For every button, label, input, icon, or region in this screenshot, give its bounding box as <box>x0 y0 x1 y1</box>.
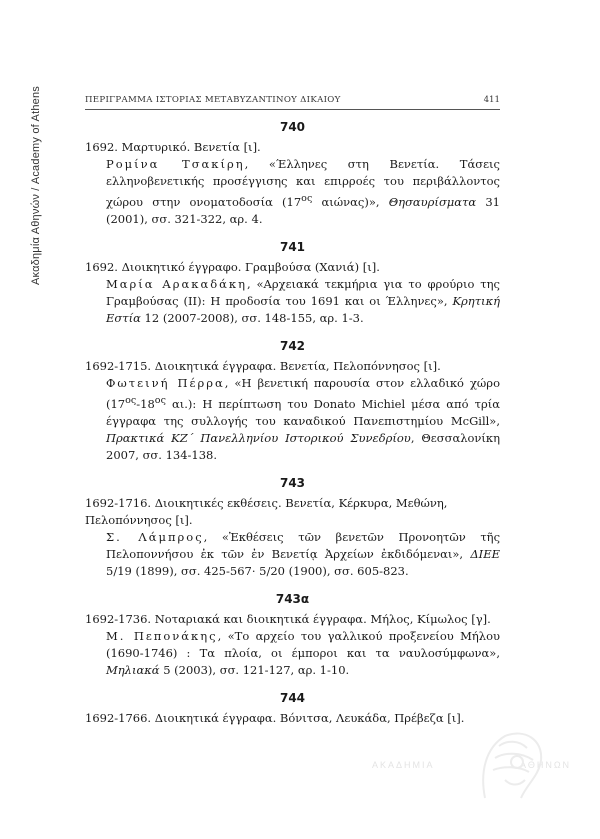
entry-744 <box>85 691 500 727</box>
page-number: 411 <box>483 95 500 105</box>
entry-number: 743 <box>279 475 306 490</box>
watermark-text-left: ΑΚΑΔΗΜΙΑ <box>372 760 435 770</box>
entry-743 <box>85 476 500 580</box>
journal-title: Θησαυρίσματα <box>388 194 477 209</box>
journal-title: Κρητική Εστία <box>106 293 500 325</box>
entry-number: 741 <box>279 239 306 254</box>
watermark-text-right: ΑΘΗΝΩΝ <box>520 760 572 770</box>
author-name: Ρομίνα Τσακίρη <box>106 157 245 171</box>
author-name: Μ. Πεπονάκης <box>106 628 218 643</box>
catalogue-entries <box>85 120 500 739</box>
entry-740 <box>85 120 500 228</box>
running-title: ΠΕΡΙΓΡΑΜΜΑ ΙΣΤΟΡΙΑΣ ΜΕΤΑΒΥΖΑΝΤΙΝΟΥ ΔΙΚΑΙΟΥ <box>85 95 341 105</box>
entry-741 <box>85 240 500 327</box>
entry-reference: Σ. Λάμπρος, «Ἐκθέσεις τῶν βενετῶν Προνοητῶν τῆς Πελοποννήσου ἐκ τῶν ἐν Βενετίᾳ Ἀρχείων ἐκδιδόμεναι», ΔΙΕΕ 5/19 (1899), σσ. 425-567· 5/20 (1900), σσ. 605-823. <box>106 529 501 578</box>
entry-number: 743α <box>275 591 310 606</box>
journal-title: Μηλιακά <box>106 662 160 677</box>
entry-number: 742 <box>279 338 306 353</box>
entry-reference: Φωτεινή Πέρρα, «Η βενετική παρουσία στον ελλαδικό χώρο ($17^{o\varsigma}-18^{o\varsigma}$ αι.): Η περίπτωση του Donato Michiel μέσα από τρία έγγραφα της συλλογής του καναδικού Πανεπιστημίου McGill», Πρακτικά ΚΖ΄ Πανελληνίου Ιστορικού Συνεδρίου, Θεσσαλονίκη 2007, σσ. 134-138. <box>106 375 500 462</box>
entry-description: 1692-1715. Διοικητικά έγγραφα. Βενετία, Πελοπόννησος [ι]. <box>85 358 441 373</box>
running-header <box>85 95 500 109</box>
entry-number: 744 <box>279 690 306 705</box>
header-rule <box>85 109 500 110</box>
entry-reference: Μ. Πεπονάκης, «Το αρχείο του γαλλικού προξενείου Μήλου (1690-1746) : Τα πλοία, οι έμποροι και τα ναυλοσύμφωνα», Μηλιακά 5 (2003), σσ. 121-127, αρ. 1-10. <box>106 628 500 677</box>
entry-number: 740 <box>279 120 306 134</box>
entry-description: 1692-1716. Διοικητικές εκθέσεις. Βενετία, Κέρκυρα, Μεθώνη, Πελοπόννησος [ι]. <box>85 495 448 527</box>
author-name: Σ. Λάμπρος <box>106 529 204 544</box>
entry-742 <box>85 339 500 464</box>
entry-reference: Ρομίνα Τσακίρη, «Έλληνες στη Βενετία. Τάσεις ελληνοβενετικής προσέγγισης και επιρροές του περιβάλλοντος χώρου στην ονοματοδοσία ($17^{o\varsigma}$ αιώνας)», Θησαυρίσματα 31 (2001), σσ. 321-322, αρ. 4. <box>106 157 501 226</box>
side-margin-note: Ακαδημία Αθηνών / Academy of Athens <box>30 85 42 285</box>
academy-watermark-emblem <box>455 718 565 808</box>
entry-description: 1692-1736. Νοταριακά και διοικητικά έγγραφα. Μήλος, Κίμωλος [γ]. <box>85 611 491 626</box>
journal-title: ΔΙΕΕ <box>470 546 500 561</box>
entry-743a <box>85 592 500 679</box>
journal-title: Πρακτικά ΚΖ΄ Πανελληνίου Ιστορικού Συνεδρίου <box>106 430 411 445</box>
author-name: Μαρία Αρακαδάκη <box>106 276 247 291</box>
entry-description: 1692-1766. Διοικητικά έγγραφα. Βόνιτσα, Λευκάδα, Πρέβεζα [ι]. <box>85 710 465 725</box>
author-name: Φωτεινή Πέρρα <box>106 375 225 390</box>
entry-reference: Μαρία Αρακαδάκη, «Αρχειακά τεκμήρια για το φρούριο της Γραμβούσας (ΙΙ): Η προδοσία του 1691 και οι Έλληνες», Κρητική Εστία 12 (2007-2008), σσ. 148-155, αρ. 1-3. <box>106 276 500 325</box>
entry-description: 1692. Μαρτυρικό. Βενετία [ι]. <box>85 140 261 154</box>
entry-description: 1692. Διοικητικό έγγραφο. Γραμβούσα (Χανιά) [ι]. <box>85 259 380 274</box>
